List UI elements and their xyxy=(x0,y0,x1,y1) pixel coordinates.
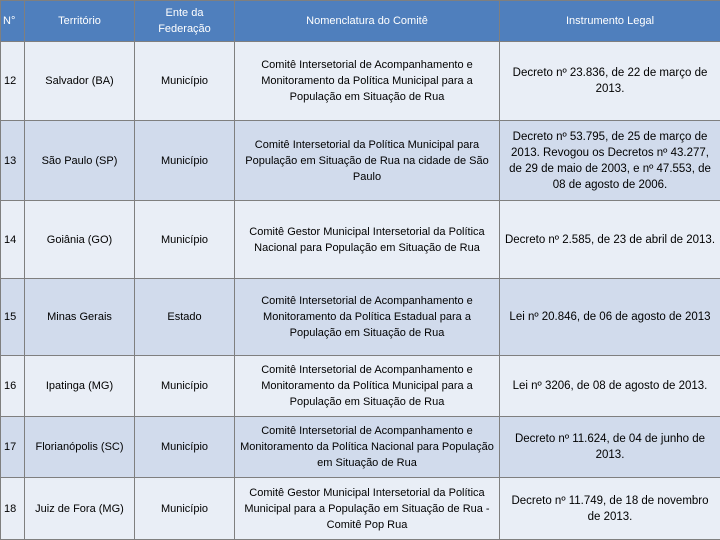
row-entity: Município xyxy=(135,478,235,540)
row-territory: Juiz de Fora (MG) xyxy=(25,478,135,540)
row-number: 16 xyxy=(1,356,25,417)
row-entity: Município xyxy=(135,417,235,478)
table-row xyxy=(1,478,720,540)
row-instrument: Lei nº 20.846, de 06 de agosto de 2013 xyxy=(500,279,720,356)
row-territory: Minas Gerais xyxy=(25,279,135,356)
row-territory: Florianópolis (SC) xyxy=(25,417,135,478)
table-row xyxy=(1,121,720,201)
row-committee: Comitê Intersetorial de Acompanhamento e Monitoramento da Política Nacional para População em Situação de Rua xyxy=(235,417,500,478)
row-instrument: Decreto nº 23.836, de 22 de março de 2013. xyxy=(500,42,720,121)
header-committee: Nomenclatura do Comitê xyxy=(235,1,500,42)
row-entity: Município xyxy=(135,201,235,279)
row-committee: Comitê Intersetorial da Política Municipal para População em Situação de Rua na cidade de São Paulo xyxy=(235,121,500,201)
row-number: 13 xyxy=(1,121,25,201)
table-row xyxy=(1,42,720,121)
row-number: 18 xyxy=(1,478,25,540)
row-instrument: Lei nº 3206, de 08 de agosto de 2013. xyxy=(500,356,720,417)
row-instrument: Decreto nº 2.585, de 23 de abril de 2013. xyxy=(500,201,720,279)
row-committee: Comitê Intersetorial de Acompanhamento e Monitoramento da Política Municipal para a População em Situação de Rua xyxy=(235,356,500,417)
row-entity: Município xyxy=(135,121,235,201)
row-committee: Comitê Intersetorial de Acompanhamento e Monitoramento da Política Municipal para a População em Situação de Rua xyxy=(235,42,500,121)
header-entity: Ente da Federação xyxy=(135,1,235,42)
row-territory: Ipatinga (MG) xyxy=(25,356,135,417)
table-row xyxy=(1,201,720,279)
row-number: 15 xyxy=(1,279,25,356)
row-number: 14 xyxy=(1,201,25,279)
row-territory: São Paulo (SP) xyxy=(25,121,135,201)
table-row xyxy=(1,356,720,417)
row-entity: Município xyxy=(135,42,235,121)
row-instrument: Decreto nº 11.624, de 04 de junho de 2013. xyxy=(500,417,720,478)
row-territory: Goiânia (GO) xyxy=(25,201,135,279)
row-number: 12 xyxy=(1,42,25,121)
row-entity: Município xyxy=(135,356,235,417)
row-entity: Estado xyxy=(135,279,235,356)
row-instrument: Decreto nº 53.795, de 25 de março de 2013. Revogou os Decretos nº 43.277, de 29 de maio de 2003, e nº 47.553, de 08 de agosto de 2006. xyxy=(500,121,720,201)
table-row xyxy=(1,417,720,478)
row-committee: Comitê Gestor Municipal Intersetorial da Política Nacional para População em Situação de Rua xyxy=(235,201,500,279)
header-row xyxy=(1,1,720,42)
header-instrument: Instrumento Legal xyxy=(500,1,720,42)
header-territory: Território xyxy=(25,1,135,42)
header-number: N° xyxy=(1,1,25,42)
row-number: 17 xyxy=(1,417,25,478)
row-territory: Salvador (BA) xyxy=(25,42,135,121)
table-row xyxy=(1,279,720,356)
row-instrument: Decreto nº 11.749, de 18 de novembro de 2013. xyxy=(500,478,720,540)
row-committee: Comitê Intersetorial de Acompanhamento e Monitoramento da Política Estadual para a População em Situação de Rua xyxy=(235,279,500,356)
row-committee: Comitê Gestor Municipal Intersetorial da Política Municipal para a População em Situação de Rua - Comitê Pop Rua xyxy=(235,478,500,540)
